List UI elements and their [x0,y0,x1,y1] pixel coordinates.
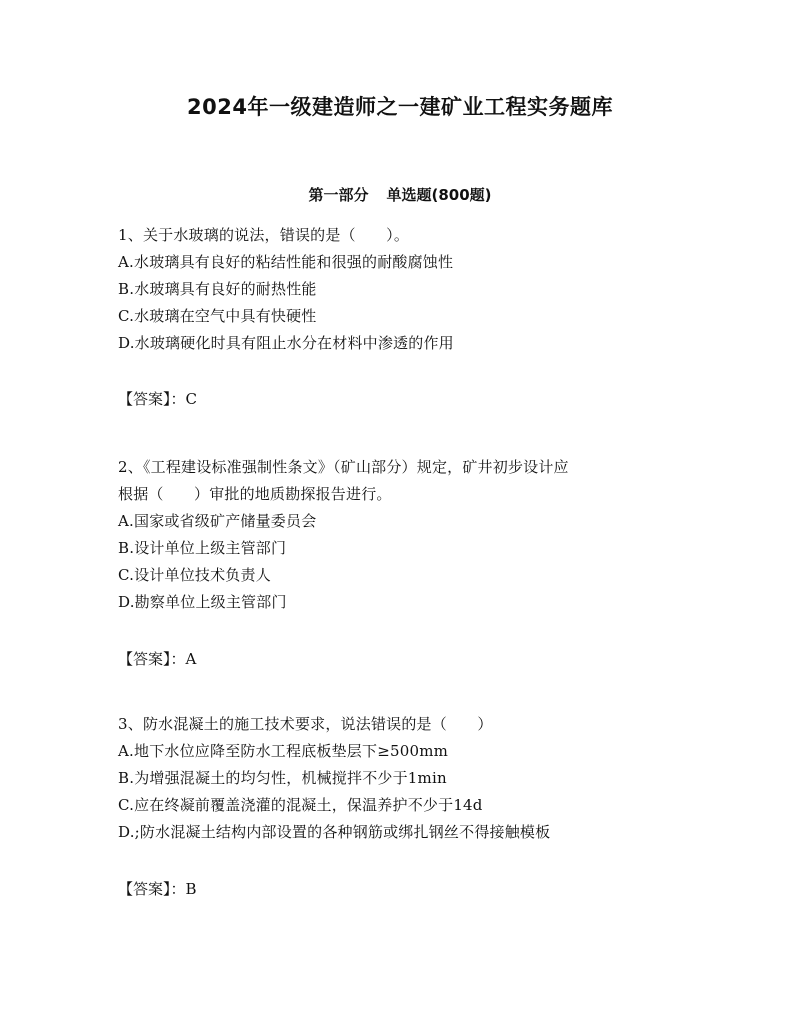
option-b: B.为增强混凝土的均匀性，机械搅拌不少于1min [118,769,447,787]
option-c: C.应在终凝前覆盖浇灌的混凝土，保温养护不少于14d [118,796,483,814]
option-b: B.水玻璃具有良好的耐热性能 [118,280,317,298]
answer-2: 【答案】：A [118,650,197,668]
option-a: A.地下水位应降至防水工程底板垫层下≥500mm [118,742,449,760]
document-title: 2024年一级建造师之一建矿业工程实务题库 [187,95,613,119]
question-2 [118,454,688,616]
question-3 [118,711,688,846]
section-part-label: 第一部分 [308,186,369,204]
question-stem: 2、《工程建设标准强制性条文》（矿山部分）规定，矿井初步设计应 [118,458,569,476]
option-d: D.勘察单位上级主管部门 [118,593,287,611]
question-1 [118,222,688,357]
option-b: B.设计单位上级主管部门 [118,539,287,557]
section-name-label: 单选题(800题) [386,186,492,204]
option-d: D.;防水混凝土结构内部设置的各种钢筋或绑扎钢丝不得接触模板 [118,823,551,841]
section-heading [0,183,800,207]
question-stem: 1、关于水玻璃的说法，错误的是（ ）。 [118,226,410,244]
option-a: A.水玻璃具有良好的粘结性能和很强的耐酸腐蚀性 [118,253,454,271]
option-c: C.设计单位技术负责人 [118,566,271,584]
question-stem: 3、防水混凝土的施工技术要求，说法错误的是（ ） [118,715,493,733]
answer-3: 【答案】：B [118,880,197,898]
option-d: D.水玻璃硬化时具有阻止水分在材料中渗透的作用 [118,334,454,352]
option-a: A.国家或省级矿产储量委员会 [118,512,317,530]
option-c: C.水玻璃在空气中具有快硬性 [118,307,317,325]
question-stem-continued: 根据（ ）审批的地质勘探报告进行。 [118,485,392,503]
answer-1: 【答案】：C [118,390,197,408]
